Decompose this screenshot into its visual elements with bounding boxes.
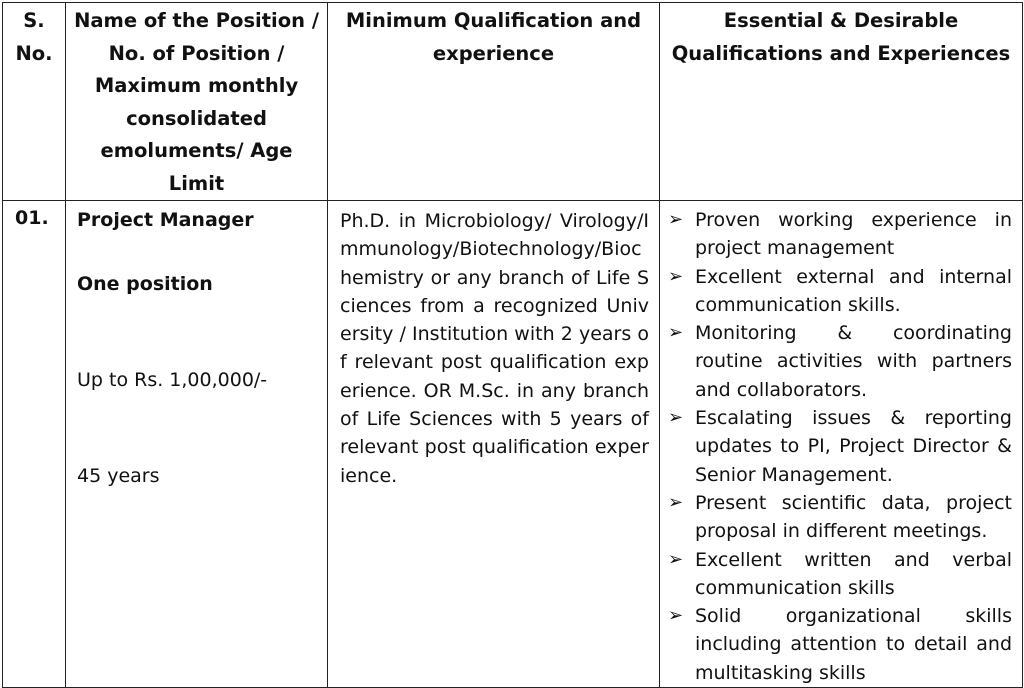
table-row	[3, 201, 1023, 688]
arrow-bullet-icon: ➢	[668, 407, 684, 429]
header-essential-text: Essential & Desirable Qualifications and Experiences	[671, 9, 1011, 65]
header-position-text: Name of the Position / No. of Position / Maximum monthly consolidated emoluments/ Age Limit	[74, 9, 319, 195]
header-sno-text: S. No.	[15, 9, 53, 65]
arrow-bullet-icon: ➢	[668, 491, 684, 513]
list-item-text: Monitoring & coordinating routine activities with partners and collaborators.	[695, 322, 1012, 401]
qualification-table	[2, 2, 1023, 688]
emoluments: Up to Rs. 1,00,000/-	[77, 369, 268, 391]
list-item-text: Solid organizational skills including attention to detail and multitasking skills	[695, 605, 1012, 684]
min-qualification-text: Ph.D. in Microbiology/ Virology/Immunology/Biotechnology/Biochemistry or any branch of Life Sciences from a recognized University / Institution with 2 years of relevant post qualification experience. OR M.Sc. in any branch of Life Sciences with 5 years of relevant post qualification experience.	[328, 201, 660, 688]
arrow-bullet-icon: ➢	[668, 605, 684, 627]
list-item-text: Proven working experience in project management	[695, 209, 1012, 260]
list-item	[668, 404, 1012, 489]
list-item-text: Excellent external and internal communication skills.	[695, 265, 1012, 316]
list-item	[668, 546, 1012, 603]
header-min-qualification	[328, 3, 660, 201]
list-item	[668, 602, 1012, 687]
list-item-text: Escalating issues & reporting updates to PI, Project Director & Senior Management.	[695, 407, 1012, 486]
essential-list	[668, 206, 1012, 687]
header-min-qualification-text: Minimum Qualification and experience	[345, 9, 642, 65]
header-essential	[660, 3, 1023, 201]
arrow-bullet-icon: ➢	[668, 209, 684, 230]
list-item	[668, 489, 1012, 546]
position-title: Project Manager	[77, 209, 254, 231]
list-item-text: Present scientific data, project proposal in different meetings.	[695, 491, 1012, 543]
arrow-bullet-icon: ➢	[668, 322, 684, 344]
list-item	[668, 206, 1012, 263]
list-item-text: Excellent written and verbal communication skills	[695, 548, 1012, 599]
arrow-bullet-icon: ➢	[668, 548, 684, 570]
header-position	[66, 3, 328, 201]
arrow-bullet-icon: ➢	[668, 265, 684, 287]
position-cell	[66, 201, 328, 688]
position-count: One position	[77, 273, 213, 295]
header-sno	[3, 3, 66, 201]
age-limit: 45 years	[77, 465, 160, 487]
list-item	[668, 263, 1012, 320]
list-item	[668, 319, 1012, 404]
essential-cell	[660, 201, 1023, 688]
header-row	[3, 3, 1023, 201]
row-sno: 01.	[3, 201, 66, 688]
